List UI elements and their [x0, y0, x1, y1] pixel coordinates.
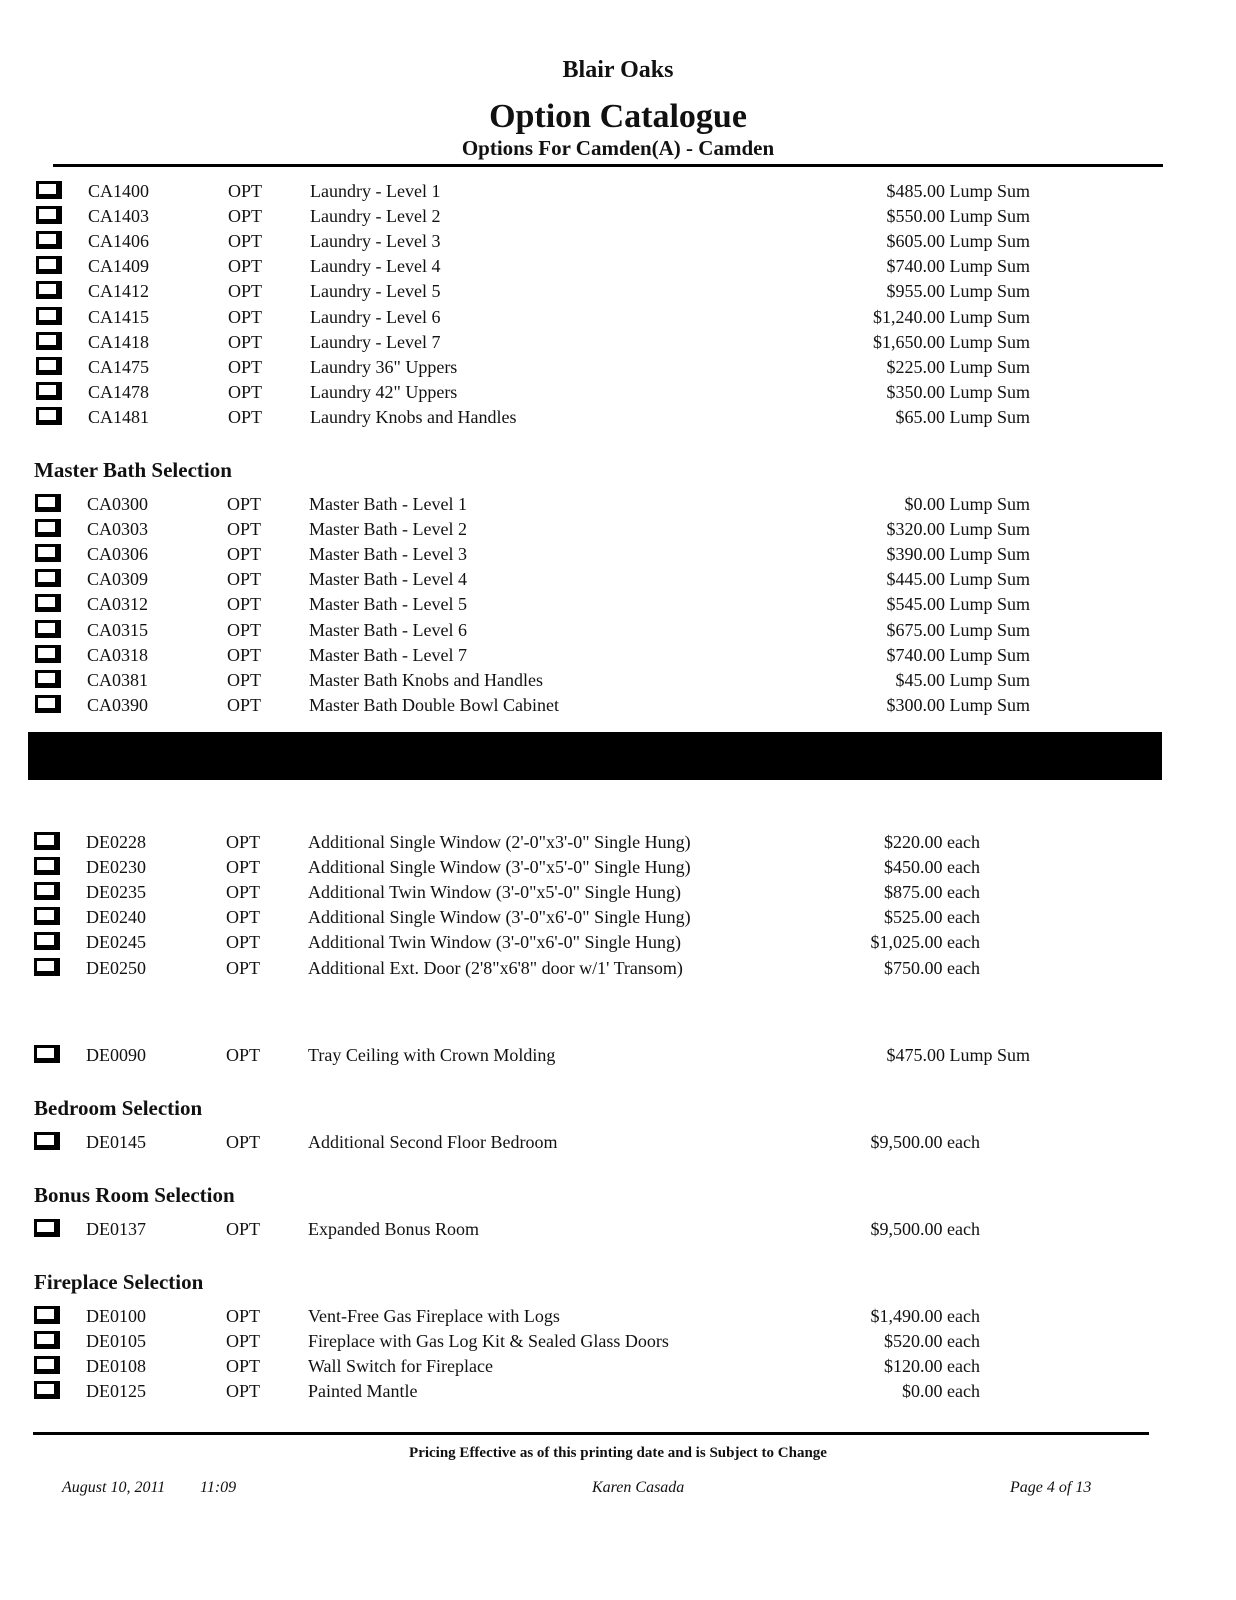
option-checkbox[interactable] [35, 494, 61, 512]
option-code: CA0315 [87, 619, 149, 640]
option-type: OPT [227, 669, 262, 690]
option-price: $520.00 each [884, 1331, 980, 1352]
option-checkbox[interactable] [35, 544, 61, 562]
option-code: DE0100 [86, 1306, 146, 1326]
option-description: Additional Second Floor Bedroom [308, 1132, 558, 1152]
option-checkbox[interactable] [35, 645, 61, 663]
option-row [36, 180, 1136, 205]
option-code: CA0306 [87, 544, 149, 565]
option-price: $445.00 Lump Sum [886, 569, 1030, 590]
option-row [35, 644, 1135, 669]
option-type: OPT [226, 1132, 261, 1152]
option-description: Fireplace with Gas Log Kit & Sealed Glass Doors [308, 1331, 669, 1352]
option-type: OPT [228, 406, 263, 427]
option-description: Additional Twin Window (3'-0"x5'-0" Single Hung) [308, 882, 682, 903]
option-row [36, 255, 1136, 280]
print-date: August 10, 2011 [62, 1479, 166, 1496]
option-checkbox[interactable] [36, 231, 62, 249]
option-price: $605.00 Lump Sum [886, 231, 1030, 252]
option-description: Additional Twin Window (3'-0"x6'-0" Single Hung) [308, 932, 682, 953]
option-code: CA1412 [88, 281, 150, 302]
option-type: OPT [227, 619, 262, 640]
option-checkbox[interactable] [34, 832, 60, 850]
option-code: DE0125 [86, 1381, 146, 1402]
option-price: $1,650.00 Lump Sum [872, 331, 1030, 352]
pricing-note: Pricing Effective as of this printing date and is Subject to Change [409, 1445, 827, 1461]
option-checkbox[interactable] [35, 519, 61, 537]
option-code: CA0318 [87, 644, 149, 665]
author-name: Karen Casada [592, 1479, 685, 1496]
option-type: OPT [227, 569, 262, 590]
option-checkbox[interactable] [36, 281, 62, 299]
option-description: Laundry Knobs and Handles [310, 406, 517, 427]
option-type: OPT [226, 1331, 261, 1352]
option-price: $550.00 Lump Sum [886, 206, 1030, 227]
option-description: Painted Mantle [308, 1381, 418, 1402]
option-price: $0.00 Lump Sum [904, 494, 1030, 514]
option-checkbox[interactable] [36, 307, 62, 325]
option-checkbox[interactable] [34, 1381, 60, 1399]
option-price: $750.00 each [884, 957, 980, 978]
redaction-bar [28, 732, 1162, 780]
option-checkbox[interactable] [36, 382, 62, 400]
option-code: CA0309 [87, 569, 149, 590]
option-checkbox[interactable] [35, 695, 61, 713]
option-type: OPT [226, 907, 261, 928]
option-code: CA0303 [87, 519, 149, 540]
option-description: Laundry 42" Uppers [310, 381, 458, 402]
option-type: OPT [228, 206, 263, 227]
option-description: Master Bath - Level 7 [309, 644, 467, 665]
option-price: $1,490.00 each [870, 1306, 980, 1326]
page-title: Option Catalogue [489, 98, 747, 135]
option-type: OPT [226, 1356, 261, 1377]
option-price: $450.00 each [884, 857, 980, 878]
option-code: DE0145 [86, 1132, 146, 1152]
option-code: CA1475 [88, 356, 150, 377]
option-row [36, 205, 1136, 230]
option-row [36, 331, 1136, 356]
option-price: $45.00 Lump Sum [895, 669, 1030, 690]
option-row [36, 280, 1136, 305]
option-checkbox[interactable] [34, 907, 60, 925]
option-description: Laundry - Level 2 [310, 206, 441, 227]
option-checkbox[interactable] [36, 407, 62, 425]
option-description: Master Bath Double Bowl Cabinet [309, 694, 559, 715]
option-code: CA0312 [87, 594, 149, 615]
option-code: DE0240 [86, 907, 146, 928]
section-heading: Bedroom Selection [34, 1096, 203, 1120]
option-code: DE0230 [86, 857, 146, 878]
option-code: DE0090 [86, 1045, 146, 1065]
option-row [35, 619, 1135, 644]
option-price: $300.00 Lump Sum [886, 694, 1030, 715]
option-checkbox[interactable] [34, 1132, 60, 1150]
company-name: Blair Oaks [562, 57, 674, 83]
section-heading: Master Bath Selection [34, 458, 232, 482]
option-description: Laundry - Level 1 [310, 181, 441, 201]
option-description: Master Bath - Level 5 [309, 594, 467, 615]
option-type: OPT [226, 1045, 261, 1065]
option-row [34, 856, 1134, 881]
option-type: OPT [226, 882, 261, 903]
option-price: $475.00 Lump Sum [886, 1045, 1030, 1065]
option-checkbox[interactable] [35, 594, 61, 612]
option-checkbox[interactable] [34, 882, 60, 900]
option-price: $9,500.00 each [870, 1132, 980, 1152]
option-description: Master Bath - Level 2 [309, 519, 467, 540]
option-row [35, 518, 1135, 543]
option-price: $955.00 Lump Sum [886, 281, 1030, 302]
option-price: $1,025.00 each [870, 932, 980, 953]
option-row [34, 881, 1134, 906]
option-price: $545.00 Lump Sum [886, 594, 1030, 615]
option-code: DE0235 [86, 882, 146, 903]
option-row [35, 593, 1135, 618]
option-code: DE0228 [86, 832, 146, 852]
option-price: $1,240.00 Lump Sum [872, 306, 1030, 327]
option-description: Master Bath Knobs and Handles [309, 669, 543, 690]
option-description: Additional Single Window (3'-0"x6'-0" Single Hung) [308, 907, 691, 928]
section-heading: Fireplace Selection [34, 1270, 204, 1294]
option-type: OPT [228, 356, 263, 377]
option-checkbox[interactable] [34, 1331, 60, 1349]
option-code: DE0250 [86, 957, 146, 978]
option-description: Additional Ext. Door (2'8"x6'8" door w/1' Transom) [308, 957, 683, 978]
option-checkbox[interactable] [35, 569, 61, 587]
option-description: Laundry 36" Uppers [310, 356, 458, 377]
option-checkbox[interactable] [35, 670, 61, 688]
option-code: CA1478 [88, 381, 150, 402]
option-description: Master Bath - Level 6 [309, 619, 467, 640]
option-description: Additional Single Window (2'-0"x3'-0" Single Hung) [308, 832, 691, 852]
option-code: CA1415 [88, 306, 150, 327]
option-description: Additional Single Window (3'-0"x5'-0" Single Hung) [308, 857, 691, 878]
option-row [36, 356, 1136, 381]
option-row [35, 568, 1135, 593]
option-type: OPT [227, 519, 262, 540]
option-row [35, 543, 1135, 568]
option-type: OPT [226, 1306, 261, 1326]
option-row [34, 931, 1134, 956]
print-time: 11:09 [200, 1479, 237, 1496]
option-description: Vent-Free Gas Fireplace with Logs [308, 1306, 560, 1326]
option-checkbox[interactable] [36, 181, 62, 199]
option-code: CA1406 [88, 231, 150, 252]
option-row [36, 406, 1136, 431]
option-price: $485.00 Lump Sum [886, 181, 1030, 201]
option-checkbox[interactable] [36, 206, 62, 224]
option-code: CA1400 [88, 181, 150, 201]
option-type: OPT [226, 932, 261, 953]
top-divider [53, 164, 1163, 167]
option-code: CA1481 [88, 406, 150, 427]
option-row [34, 1330, 1134, 1355]
option-row [34, 906, 1134, 931]
option-row [34, 831, 1134, 856]
option-row [36, 230, 1136, 255]
option-type: OPT [226, 857, 261, 878]
option-price: $0.00 each [902, 1381, 980, 1402]
option-description: Laundry - Level 7 [310, 331, 441, 352]
option-description: Laundry - Level 4 [310, 256, 441, 277]
option-description: Laundry - Level 5 [310, 281, 441, 302]
option-type: OPT [228, 381, 263, 402]
option-type: OPT [226, 1219, 261, 1239]
page-number: Page 4 of 13 [1010, 1479, 1092, 1496]
option-description: Master Bath - Level 4 [309, 569, 467, 590]
option-price: $740.00 Lump Sum [886, 644, 1030, 665]
option-price: $220.00 each [884, 832, 980, 852]
option-checkbox[interactable] [36, 332, 62, 350]
option-row [36, 381, 1136, 406]
option-type: OPT [226, 832, 261, 852]
option-type: OPT [228, 231, 263, 252]
option-checkbox[interactable] [34, 1306, 60, 1324]
option-row [34, 1044, 1134, 1069]
option-code: DE0105 [86, 1331, 146, 1352]
option-description: Expanded Bonus Room [308, 1219, 479, 1239]
option-type: OPT [228, 306, 263, 327]
option-row [34, 1218, 1134, 1243]
option-checkbox[interactable] [36, 357, 62, 375]
option-type: OPT [227, 644, 262, 665]
option-code: CA1418 [88, 331, 150, 352]
option-row [34, 1355, 1134, 1380]
option-description: Tray Ceiling with Crown Molding [308, 1045, 556, 1065]
option-checkbox[interactable] [34, 1045, 60, 1063]
option-row [35, 694, 1135, 719]
option-type: OPT [227, 594, 262, 615]
bottom-divider [33, 1432, 1149, 1435]
option-row [35, 493, 1135, 518]
option-description: Laundry - Level 6 [310, 306, 441, 327]
option-price: $320.00 Lump Sum [886, 519, 1030, 540]
option-type: OPT [228, 256, 263, 277]
option-price: $350.00 Lump Sum [886, 381, 1030, 402]
option-type: OPT [227, 544, 262, 565]
option-code: CA1403 [88, 206, 150, 227]
option-checkbox[interactable] [34, 1356, 60, 1374]
option-code: CA1409 [88, 256, 150, 277]
option-code: CA0300 [87, 494, 149, 514]
page-subtitle: Options For Camden(A) - Camden [461, 136, 775, 160]
option-code: DE0137 [86, 1219, 146, 1239]
option-code: DE0245 [86, 932, 146, 953]
option-type: OPT [228, 181, 263, 201]
option-checkbox[interactable] [34, 1219, 60, 1237]
option-type: OPT [227, 494, 262, 514]
option-checkbox[interactable] [34, 857, 60, 875]
option-description: Wall Switch for Fireplace [308, 1356, 493, 1377]
option-price: $9,500.00 each [870, 1219, 980, 1239]
option-row [34, 1305, 1134, 1330]
option-type: OPT [226, 957, 261, 978]
option-price: $875.00 each [884, 882, 980, 903]
option-price: $65.00 Lump Sum [895, 406, 1030, 427]
option-row [34, 957, 1134, 982]
option-description: Master Bath - Level 1 [309, 494, 467, 514]
option-checkbox[interactable] [35, 620, 61, 638]
option-code: DE0108 [86, 1356, 146, 1377]
option-code: CA0381 [87, 669, 149, 690]
option-price: $390.00 Lump Sum [886, 544, 1030, 565]
option-row [36, 306, 1136, 331]
option-checkbox[interactable] [34, 932, 60, 950]
option-row [34, 1131, 1134, 1156]
option-price: $525.00 each [884, 907, 980, 928]
option-description: Master Bath - Level 3 [309, 544, 467, 565]
option-row [35, 669, 1135, 694]
option-code: CA0390 [87, 694, 149, 715]
option-type: OPT [227, 694, 262, 715]
option-price: $740.00 Lump Sum [886, 256, 1030, 277]
option-row [34, 1380, 1134, 1405]
section-heading: Bonus Room Selection [34, 1183, 235, 1207]
option-type: OPT [226, 1381, 261, 1402]
option-checkbox[interactable] [36, 256, 62, 274]
option-price: $120.00 each [884, 1356, 980, 1377]
option-type: OPT [228, 281, 263, 302]
option-checkbox[interactable] [34, 958, 60, 976]
option-price: $225.00 Lump Sum [886, 356, 1030, 377]
option-price: $675.00 Lump Sum [886, 619, 1030, 640]
option-description: Laundry - Level 3 [310, 231, 441, 252]
option-type: OPT [228, 331, 263, 352]
